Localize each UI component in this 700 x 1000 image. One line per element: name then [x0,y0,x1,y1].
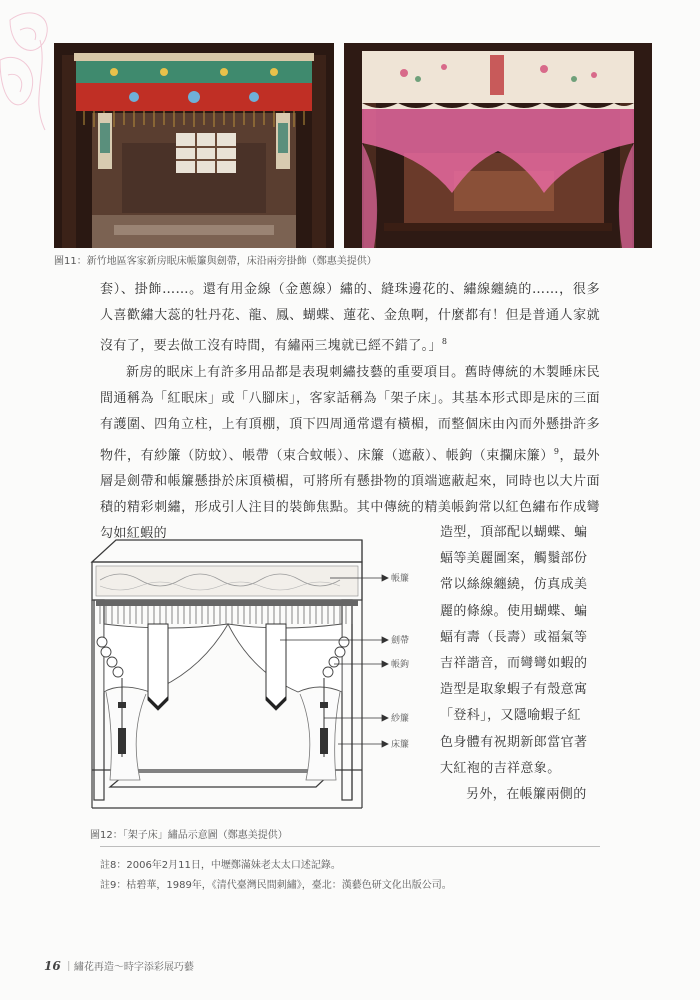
label-bed-curtain: 床簾 [391,740,410,750]
page-number: 16 [44,959,61,973]
label-curtain-hook: 帳鉤 [391,660,410,670]
bed-schematic-diagram [80,532,425,822]
side-line: 麗的條線。使用蝴蝶、蝙 [440,603,588,619]
footnote-ref-8[interactable]: 8 [441,337,448,347]
side-line: 色身體有祝期新郎當官著 [440,734,588,750]
side-line: 蝠等美麗圖案，觸鬚部份 [440,551,588,567]
figure12-caption: 圖12：「架子床」繡品示意圖（鄭惠美提供） [90,830,288,841]
paragraph-1: 套）、掛飾……。還有用金線（金蔥線）繡的、縫珠邊花的、繡線纏繞的……，很多人喜歡繡大蕊的牡丹花、龍、鳳、蝴蝶、蓮花、金魚啊，什麼都有！但是普通人家就沒有了，要去做工沒有時間，有繡兩三塊就已經不錯了。」$^8$ [100,282,600,354]
side-line: 造型，頂部配以蝴蝶、蝙 [440,525,588,540]
figure11-caption: 圖11：新竹地區客家新房眠床帳簾與劍帶，床沿兩旁掛飾（鄭惠美提供） [54,256,377,267]
footnote-8: 註8：2006年2月11日，中壢鄭滿妹老太太口述記錄。 [100,860,341,871]
photo-hakka-bridal-bed [54,43,334,248]
sword-band-left [148,624,168,710]
label-curtain-valance: 帳簾 [391,574,410,584]
side-line-last: 另外，在帳簾兩側的 [466,787,587,803]
side-line: 大紅袍的吉祥意象。 [440,760,561,776]
page-footer [44,958,194,973]
side-line: 吉祥諧音，而彎彎如蝦的 [440,656,588,672]
label-sword-band: 劍帶 [391,636,410,646]
side-line: 造型是取象蝦子有殼意寓 [440,682,588,698]
side-line: 「登科」，又隱喻蝦子紅 [440,708,581,724]
footnote-divider [100,846,600,847]
running-title: ｜繡花再造～時字添彩展巧藝 [63,962,194,973]
body-text-main [100,277,600,548]
side-line: 常以絲線纏繞，仿真成美 [440,577,588,593]
paragraph-2: 新房的眠床上有許多用品都是表現刺繡技藝的重要項目。舊時傳統的木製睡床民間通稱為「紅眠床」或「八腳床」，客家話稱為「架子床」。其基本形式即是床的三面有護圍、四角立柱，上有頂棚，頂下四周通常還有橫楣，而整個床由內而外懸掛許多物件，有紗簾（防蚊）、帳帶（束合蚊帳）、床簾（遮蔽）、帳鉤（束攔床簾）$^9$，最外層是劍帶和帳簾懸掛於床頂橫楣，可將所有懸掛物的頂端遮蔽起來，同時也以大片面積的精彩刺繡，形成引人注目的裝飾焦點。其中傳統的精美帳鉤常以紅色繡布作成彎勾如紅蝦的 [100,364,600,542]
label-gauze-curtain: 紗簾 [391,714,410,724]
footnote-9: 註9：枯碧華，1989年，《清代臺灣民間刺繡》，臺北：漢藝色研文化出版公司。 [100,880,452,891]
side-line: 蝠有壽（長壽）或福氣等 [440,629,588,645]
canopy-frame [92,540,362,562]
sword-band-right [266,624,286,710]
side-text-column [440,520,608,808]
footnote-ref-9[interactable]: 9 [553,446,560,456]
photo-pink-bed-curtain [344,43,652,248]
